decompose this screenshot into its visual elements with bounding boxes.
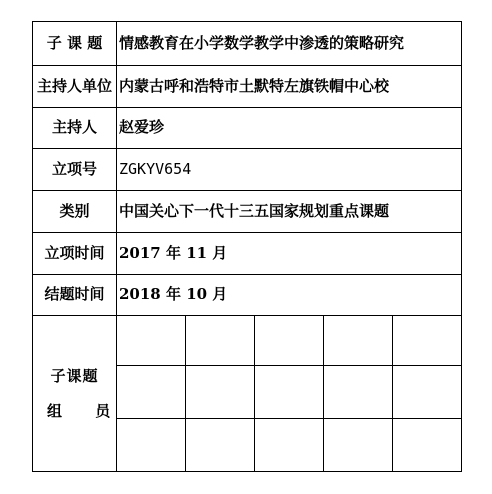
member-cell — [393, 418, 462, 471]
row-host-unit — [33, 65, 462, 107]
member-cell — [393, 366, 462, 418]
label-start-time: 立项时间 — [33, 232, 117, 274]
row-subtopic — [33, 22, 462, 66]
value-host-unit: 内蒙古呼和浩特市土默特左旗铁帽中心校 — [117, 65, 462, 107]
member-cell — [324, 316, 393, 366]
member-cell — [255, 316, 324, 366]
member-cell — [324, 366, 393, 418]
member-cell — [186, 366, 255, 418]
member-cell — [186, 316, 255, 366]
member-cell — [186, 418, 255, 471]
value-subtopic: 情感教育在小学数学教学中渗透的策略研究 — [117, 22, 462, 66]
value-start-time: 2017 年 11 月 — [117, 232, 462, 274]
row-end-time — [33, 274, 462, 316]
member-cell — [255, 418, 324, 471]
value-category: 中国关心下一代十三五国家规划重点课题 — [117, 191, 462, 233]
member-cell — [117, 316, 186, 366]
label-end-time: 结题时间 — [33, 274, 117, 316]
label-subtopic: 子 课 题 — [33, 22, 117, 66]
project-info-form — [32, 21, 462, 472]
row-project-number — [33, 149, 462, 191]
member-cell — [117, 418, 186, 471]
member-cell — [324, 418, 393, 471]
label-project-number: 立项号 — [33, 149, 117, 191]
members-label-line2: 组 员 — [47, 401, 125, 420]
value-host: 赵爱珍 — [117, 107, 462, 149]
member-cell — [117, 366, 186, 418]
row-host — [33, 107, 462, 149]
member-cell — [255, 366, 324, 418]
members-row-1 — [33, 316, 462, 366]
row-category — [33, 191, 462, 233]
members-label — [33, 316, 125, 472]
row-start-time — [33, 232, 462, 274]
member-cell — [393, 316, 462, 366]
value-project-number: ZGKYV654 — [117, 149, 462, 191]
members-label-line1: 子课题 — [50, 366, 99, 385]
label-host: 主持人 — [33, 107, 117, 149]
label-category: 类别 — [33, 191, 117, 233]
value-end-time: 2018 年 10 月 — [117, 274, 462, 316]
label-host-unit: 主持人单位 — [33, 65, 117, 107]
